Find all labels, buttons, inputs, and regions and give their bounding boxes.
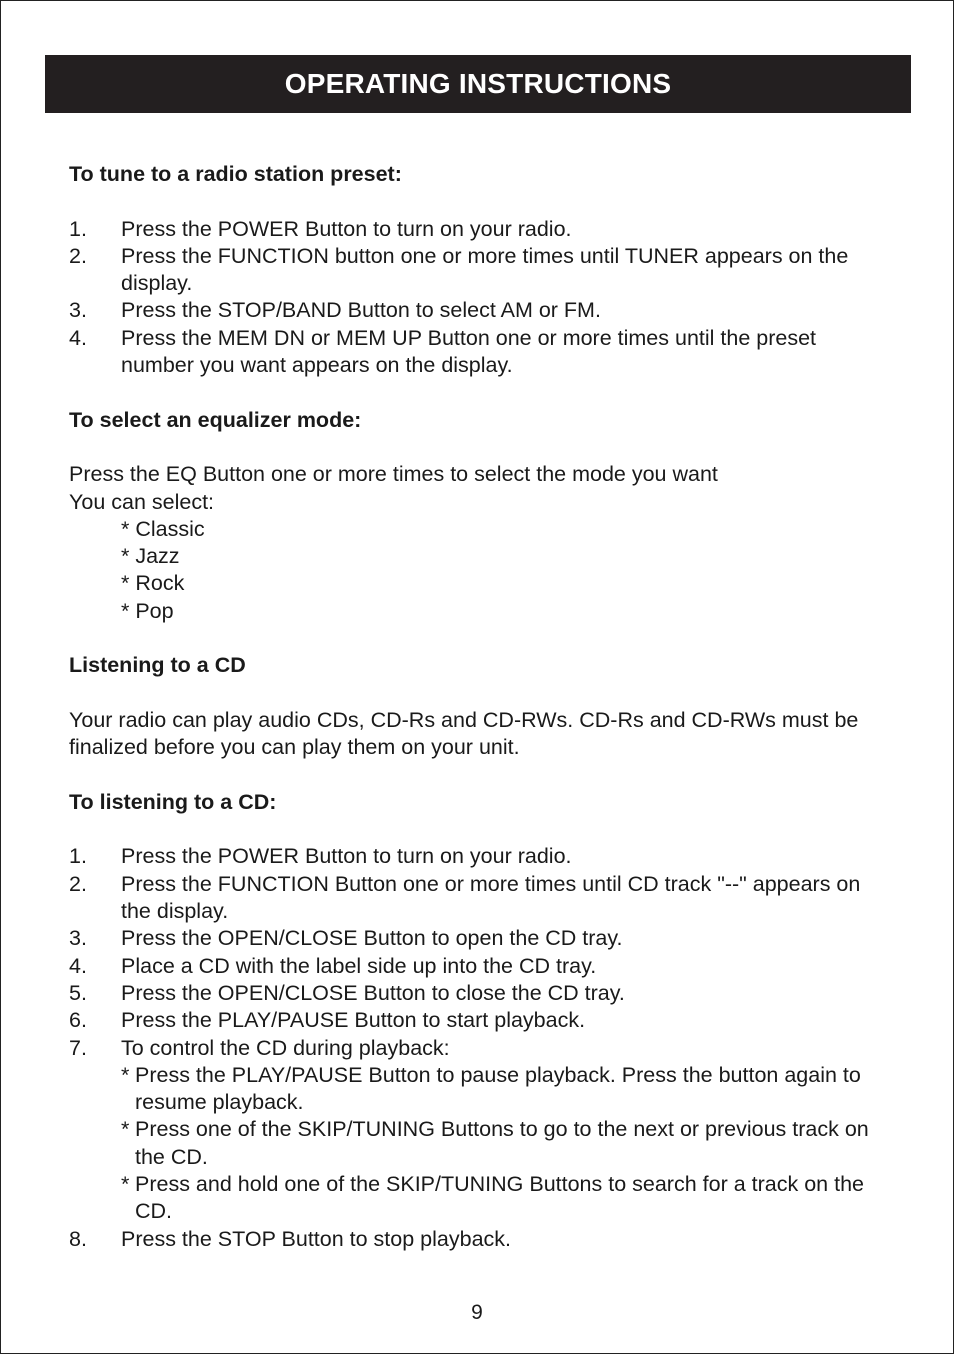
eq-mode-item: * Classic: [121, 516, 205, 541]
step-number: 2.: [69, 871, 87, 896]
step-text: Place a CD with the label side up into the CD tray.: [121, 953, 597, 978]
cd-step: [69, 925, 889, 952]
eq-mode-item: * Rock: [121, 571, 185, 596]
cd-step: [69, 843, 889, 870]
step-text: Press the STOP/BAND Button to select AM or FM.: [121, 298, 601, 323]
step-text: Press the MEM DN or MEM UP Button one or more times until the preset number you want appears on the display.: [121, 325, 817, 378]
section-heading-eq: To select an equalizer mode:: [69, 407, 362, 432]
cd-step: [69, 953, 889, 980]
page-number: 9: [471, 1301, 483, 1324]
step-number: 4.: [69, 325, 87, 350]
step-number: 3.: [69, 298, 87, 323]
sub-item-text: Press one of the SKIP/TUNING Buttons to go to the next or previous track on the CD.: [135, 1117, 869, 1169]
cd-step: [69, 871, 889, 926]
section-heading-cd: Listening to a CD: [69, 653, 246, 678]
section-heading-listen: To listening to a CD:: [69, 789, 277, 814]
page-title: OPERATING INSTRUCTIONS: [284, 68, 672, 99]
header-bar: [45, 55, 911, 113]
playback-sub-item: [69, 1116, 889, 1171]
step-number: 2.: [69, 243, 87, 268]
step-number: 5.: [69, 980, 87, 1005]
sub-item-text: Press the PLAY/PAUSE Button to pause playback. Press the button again to resume playback.: [135, 1062, 861, 1115]
eq-mode-item: * Jazz: [121, 544, 180, 569]
sub-item-star: *: [121, 1171, 130, 1196]
sub-item-text: Press and hold one of the SKIP/TUNING Buttons to search for a track on the CD.: [135, 1171, 864, 1224]
step-text: Press the FUNCTION Button one or more times until CD track "--" appears on the display.: [121, 871, 861, 924]
step-text: Press the FUNCTION button one or more times until TUNER appears on the display.: [121, 243, 849, 296]
step-text: Press the OPEN/CLOSE Button to open the CD tray.: [121, 926, 623, 951]
step-number: 1.: [69, 844, 87, 869]
playback-sub-item: [69, 1062, 889, 1117]
eq-select-label: You can select:: [69, 489, 215, 514]
playback-sub-item: [69, 1171, 889, 1226]
sub-item-star: *: [121, 1117, 130, 1142]
eq-mode-item: * Pop: [121, 598, 174, 623]
step-text: Press the OPEN/CLOSE Button to close the CD tray.: [121, 980, 625, 1005]
step-text: To control the CD during playback:: [121, 1035, 450, 1060]
tune-step: [69, 325, 889, 380]
step-text: Press the STOP Button to stop playback.: [121, 1226, 512, 1251]
step-number: 1.: [69, 216, 87, 241]
tune-step: [69, 297, 889, 324]
tune-step: [69, 243, 889, 298]
step-number: 7.: [69, 1035, 87, 1060]
step-text: Press the POWER Button to turn on your radio.: [121, 216, 572, 241]
cd-step: [69, 980, 889, 1007]
step-number: 8.: [69, 1226, 87, 1251]
step-text: Press the POWER Button to turn on your radio.: [121, 844, 572, 869]
step-text: Press the PLAY/PAUSE Button to start playback.: [121, 1008, 586, 1033]
cd-step: [69, 1035, 889, 1062]
step-number: 6.: [69, 1008, 87, 1033]
sub-item-star: *: [121, 1062, 130, 1087]
tune-step: [69, 216, 889, 243]
cd-step: [69, 1226, 889, 1253]
instructions-content: [69, 161, 889, 1253]
cd-paragraph: Your radio can play audio CDs, CD-Rs and CD-RWs. CD-Rs and CD-RWs must be finalized before you can play them on your unit.: [69, 707, 859, 760]
cd-step: [69, 1007, 889, 1034]
step-number: 3.: [69, 926, 87, 951]
step-number: 4.: [69, 953, 87, 978]
section-heading-tune: To tune to a radio station preset:: [69, 162, 402, 186]
eq-instruction: Press the EQ Button one or more times to select the mode you want: [69, 462, 718, 487]
